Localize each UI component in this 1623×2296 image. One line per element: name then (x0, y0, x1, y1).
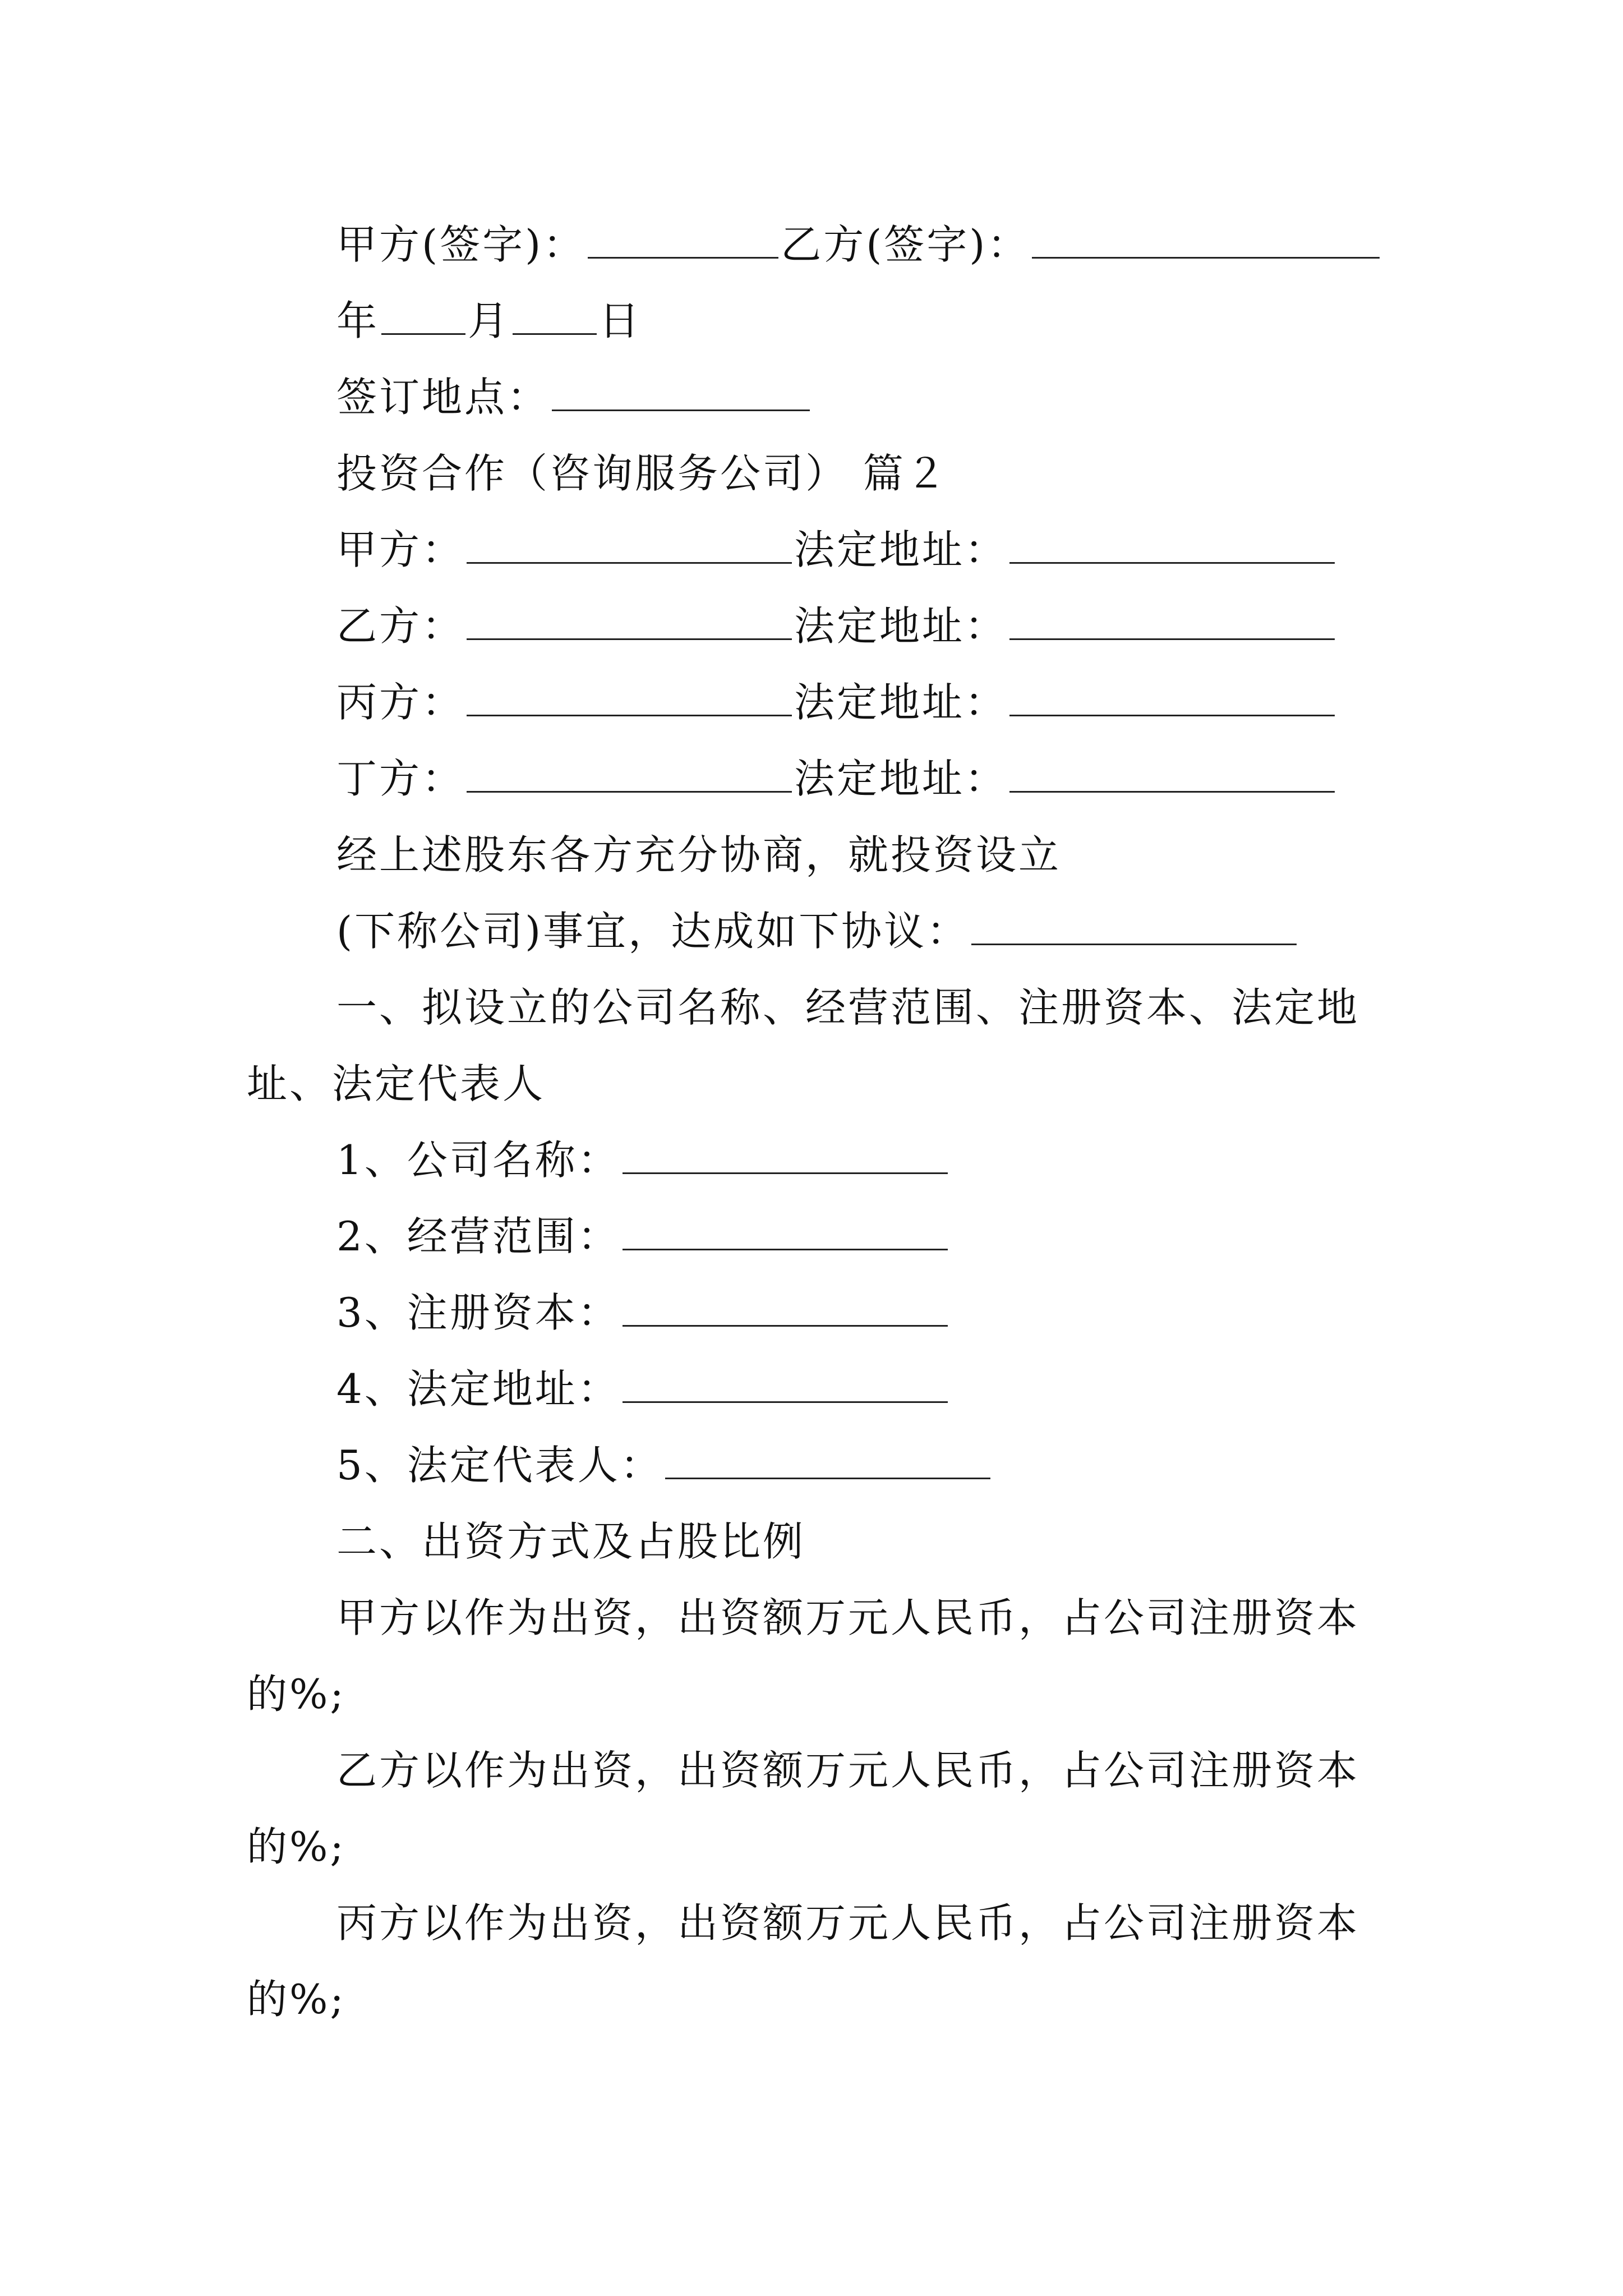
party-row (336, 751, 1337, 807)
party-b-signature-label: 乙方(签字)： (781, 221, 1030, 268)
address-label: 法定地址： (794, 526, 1008, 573)
party-row (336, 522, 1337, 578)
contribution-line2: 的%; (247, 1671, 346, 1718)
intro-line2-text: (下称公司)事宜，达成如下协议： (336, 908, 970, 955)
heading-1-line1: 一、拟设立的公司名称、经营范围、注册资本、法定地 (336, 984, 1360, 1031)
address-blank (1009, 756, 1335, 793)
section-title: 投资合作（咨询服务公司） 篇２ (336, 450, 948, 497)
heading-1-line2: 址、法定代表人 (247, 1060, 546, 1107)
agreement-blank (971, 909, 1297, 945)
party-name-blank (467, 604, 792, 640)
party-a-signature-label: 甲方(签字)： (336, 221, 586, 268)
intro-paragraph-line2 (336, 903, 1299, 959)
address-label: 法定地址： (794, 602, 1008, 650)
signing-place-label: 签订地点： (336, 374, 550, 421)
item-blank (665, 1443, 990, 1479)
party-row (336, 674, 1337, 730)
month-label: 月 (468, 297, 511, 344)
contribution-line2: 的%; (247, 1976, 346, 2023)
item-label: 1、公司名称： (336, 1137, 620, 1184)
party-row (336, 598, 1337, 654)
item-blank (623, 1366, 948, 1403)
address-blank (1009, 680, 1335, 716)
party-label: 乙方： (336, 602, 465, 650)
day-blank (513, 298, 597, 335)
company-item (336, 1285, 950, 1341)
address-label: 法定地址： (794, 755, 1008, 802)
item-blank (623, 1214, 948, 1250)
signing-place-line (336, 369, 812, 425)
party-a-signature-blank (588, 222, 778, 259)
party-label: 甲方： (336, 526, 465, 573)
heading-2: 二、出资方式及占股比例 (336, 1518, 806, 1565)
item-label: 5、法定代表人： (336, 1442, 663, 1489)
address-blank (1009, 604, 1335, 640)
company-item (336, 1208, 950, 1264)
contribution-line1: 丙方以作为出资，出资额万元人民币，占公司注册资本 (336, 1899, 1360, 1947)
party-name-blank (467, 680, 792, 716)
party-b-signature-blank (1032, 222, 1380, 259)
intro-paragraph-line1: 经上述股东各方充分协商，就投资设立 (336, 831, 1062, 878)
month-blank (381, 298, 465, 335)
address-label: 法定地址： (794, 679, 1008, 726)
contribution-line1: 甲方以作为出资，出资额万元人民币，占公司注册资本 (336, 1594, 1360, 1641)
signing-place-blank (552, 375, 810, 411)
company-item (336, 1437, 993, 1493)
date-line (336, 293, 642, 349)
item-label: 4、法定地址： (336, 1365, 620, 1412)
party-name-blank (467, 527, 792, 564)
item-label: 3、注册资本： (336, 1289, 620, 1336)
item-blank (623, 1290, 948, 1327)
company-item (336, 1361, 950, 1417)
party-label: 丁方： (336, 755, 465, 802)
day-label: 日 (599, 297, 642, 344)
signature-line (336, 217, 1382, 273)
item-label: 2、经营范围： (336, 1213, 620, 1260)
item-blank (623, 1138, 948, 1174)
contribution-line1: 乙方以作为出资，出资额万元人民币，占公司注册资本 (336, 1747, 1360, 1794)
year-label: 年 (336, 297, 380, 344)
address-blank (1009, 527, 1335, 564)
party-name-blank (467, 756, 792, 793)
contribution-line2: 的%; (247, 1823, 346, 1870)
party-label: 丙方： (336, 679, 465, 726)
company-item (336, 1132, 950, 1188)
